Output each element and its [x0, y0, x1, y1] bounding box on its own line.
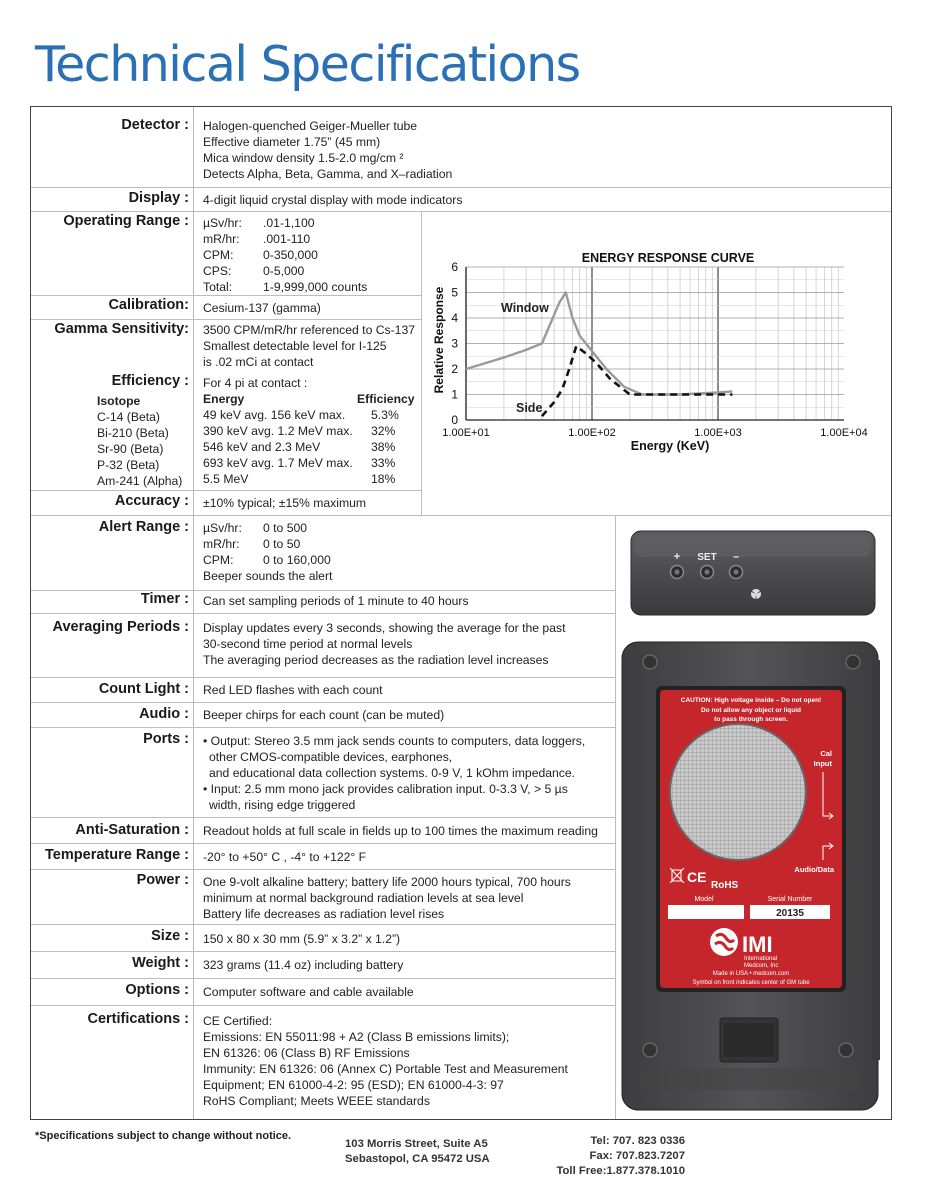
caution-line-2: Do not allow any object or liquid [700, 707, 802, 714]
row-divider [31, 187, 891, 188]
weight-value: 323 grams (11.4 oz) including battery [203, 958, 404, 972]
x-tick-label: 1.00E+02 [568, 427, 616, 439]
row-divider [31, 727, 615, 728]
chart-grid [466, 267, 844, 420]
contact-info: Tel: 707. 823 0336 Fax: 707.823.7207 Toll Free:1.877.378.1010 [556, 1135, 685, 1177]
anti-saturation-label: Anti-Saturation : [75, 822, 189, 838]
row-divider [31, 295, 421, 296]
gamma-sensitivity-label: Gamma Sensitivity: [54, 321, 189, 337]
chart-ticks [442, 260, 867, 439]
detector-value: Halogen-quenched Geiger-Mueller tube Effective diameter 1.75” (45 mm) Mica window density 1.5-2.0 mg/cm ² Detects Alpha, Beta, Gamma, and X–radiation [203, 119, 453, 181]
options-label: Options : [125, 982, 189, 998]
y-tick-label: 2 [451, 362, 458, 376]
set-button-label: SET [697, 552, 717, 563]
row-divider [31, 869, 615, 870]
footnote: *Specifications subject to change without notice. [35, 1130, 292, 1142]
y-tick-label: 4 [451, 311, 458, 325]
y-tick-label: 3 [451, 336, 458, 351]
y-tick-label: 1 [451, 387, 458, 402]
brand-sub-1: International [744, 956, 778, 962]
accuracy-label: Accuracy : [114, 493, 189, 509]
size-value: 150 x 80 x 30 mm (5.9” x 3.2” x 1.2”) [203, 932, 401, 946]
y-axis-label: Relative Response [432, 286, 446, 394]
operating-range-value: µSv/hr: .01-1,100 mR/hr: .001-110 CPM: 0-350,000 CPS: 0-5,000 Total: 1-9,999,000 counts [203, 216, 368, 294]
brand-name: IMI [742, 932, 773, 957]
anti-saturation-value: Readout holds at full scale in fields up to 100 times the maximum reading [203, 824, 598, 838]
size-label: Size : [151, 928, 189, 944]
operating-range-label: Operating Range : [63, 213, 189, 229]
series-label-window: Window [501, 301, 549, 315]
model-label: Model [694, 896, 714, 903]
temperature-range-label: Temperature Range : [45, 847, 189, 863]
calibration-label: Calibration: [108, 297, 189, 313]
plus-button-label: + [673, 551, 681, 563]
cal-input-label-2: Input [813, 759, 832, 768]
y-tick-label: 0 [451, 413, 458, 427]
timer-label: Timer : [140, 591, 189, 607]
audio-value: Beeper chirps for each count (can be muted) [203, 708, 445, 722]
row-divider [31, 702, 615, 703]
series-line-side [542, 346, 733, 416]
audio-data-label: Audio/Data [794, 865, 834, 874]
alert-range-label: Alert Range : [98, 519, 189, 535]
cal-input-label-1: Cal [820, 749, 832, 758]
efficiency-value: For 4 pi at contact : Energy Efficiency 49 keV avg. 156 keV max. 5.3% 390 keV avg. 1.2 MeV max. 32% 546 keV and 2.3 MeV 38% 693 keV avg. 1.7 MeV max. 33% 5.5 MeV 18% [203, 376, 415, 486]
detector-label: Detector : [121, 117, 189, 133]
row-divider [31, 490, 421, 491]
rohs-mark: RoHS [711, 880, 739, 891]
row-divider [31, 843, 615, 844]
options-value: Computer software and cable available [203, 985, 414, 999]
series-label-side: Side [516, 401, 543, 415]
audio-label: Audio : [139, 706, 189, 722]
ce-mark: CE [687, 869, 707, 885]
averaging-periods-value: Display updates every 3 seconds, showing the average for the past 30-second time period at normal levels The averaging period decreases as the radiation level increases [203, 621, 566, 667]
imi-logo-icon [710, 928, 738, 956]
row-divider [31, 1005, 615, 1006]
calibration-value: Cesium-137 (gamma) [203, 301, 321, 315]
count-light-value: Red LED flashes with each count [203, 683, 383, 697]
display-label: Display : [128, 190, 189, 206]
averaging-periods-label: Averaging Periods : [52, 619, 189, 635]
device-front-view [620, 640, 882, 1112]
row-divider [31, 924, 615, 925]
isotope-list: Isotope C-14 (Beta) Bi-210 (Beta) Sr-90 (Beta) P-32 (Beta) Am-241 (Alpha) [97, 394, 183, 488]
serial-label: Serial Number [767, 896, 813, 903]
x-tick-label: 1.00E+03 [694, 427, 742, 439]
row-divider [31, 613, 615, 614]
efficiency-label: Efficiency : [111, 373, 189, 389]
page-title: Technical Specifications [35, 36, 580, 93]
serial-number: 20135 [776, 908, 804, 919]
display-value: 4-digit liquid crystal display with mode indicators [203, 193, 463, 207]
y-tick-label: 5 [451, 285, 458, 300]
temperature-range-value: -20° to +50° C , -4° to +122° F [203, 850, 367, 864]
row-divider [31, 677, 615, 678]
row-divider [31, 817, 615, 818]
y-tick-label: 6 [451, 260, 458, 274]
gamma-sensitivity-value: 3500 CPM/mR/hr referenced to Cs-137 Smallest detectable level for I-125 is .02 mCi at contact [203, 323, 416, 369]
address: 103 Morris Street, Suite A5 Sebastopol, CA 95472 USA [345, 1138, 490, 1165]
certifications-label: Certifications : [87, 1011, 189, 1027]
row-divider [31, 515, 891, 516]
certifications-value: CE Certified: Emissions: EN 55011:98 + A2 (Class B emissions limits); EN 61326: 06 (Class B) RF Emissions Immunity: EN 61326: 06 (Annex C) Portable Test and Measurement Equipment; EN 61000-4-2: 95 (ESD); EN 61000-4-3: 97 RoHS Compliant; Meets WEEE standards [203, 1014, 568, 1108]
row-divider [31, 319, 421, 320]
power-label: Power : [136, 872, 189, 888]
ports-value: • Output: Stereo 3.5 mm jack sends counts to computers, data loggers, other CMOS-compatible devices, earphones, and educational data collection systems. 0-9 V, 1 kOhm impedance. • Input: 2.5 mm mono jack provides calibration input. 0-3.3 V, > 5 µs width, rising edge triggered [203, 734, 586, 812]
timer-value: Can set sampling periods of 1 minute to 40 hours [203, 594, 469, 608]
energy-response-chart [420, 212, 892, 514]
accuracy-value: ±10% typical; ±15% maximum [203, 496, 367, 510]
chart-title: ENERGY RESPONSE CURVE [581, 251, 755, 265]
brand-sub-2: Medcom, Inc [744, 963, 779, 969]
alert-range-value: µSv/hr: 0 to 500 mR/hr: 0 to 50 CPM: 0 to 160,000 Beeper sounds the alert [203, 521, 333, 583]
image-divider [615, 515, 616, 1119]
x-axis-label: Energy (KeV) [630, 439, 710, 453]
caution-line-3: to pass through screen. [714, 716, 788, 723]
weight-label: Weight : [132, 955, 189, 971]
power-value: One 9-volt alkaline battery; battery life 2000 hours typical, 700 hours minimum at normal background radiation levels at sea level Battery life decreases as radiation level rises [203, 875, 571, 921]
row-divider [31, 978, 615, 979]
row-divider [31, 951, 615, 952]
minus-button-label: – [732, 551, 740, 563]
symbol-note: Symbol on front indicates center of GM tube [692, 980, 810, 986]
x-tick-label: 1.00E+04 [820, 427, 868, 439]
caution-line-1: CAUTION: High voltage inside – Do not open! [680, 697, 822, 704]
count-light-label: Count Light : [98, 681, 189, 697]
device-top-view [629, 529, 877, 617]
x-tick-label: 1.00E+01 [442, 427, 490, 439]
ports-label: Ports : [143, 731, 189, 747]
made-in-label: Made in USA • medcom.com [712, 971, 790, 977]
